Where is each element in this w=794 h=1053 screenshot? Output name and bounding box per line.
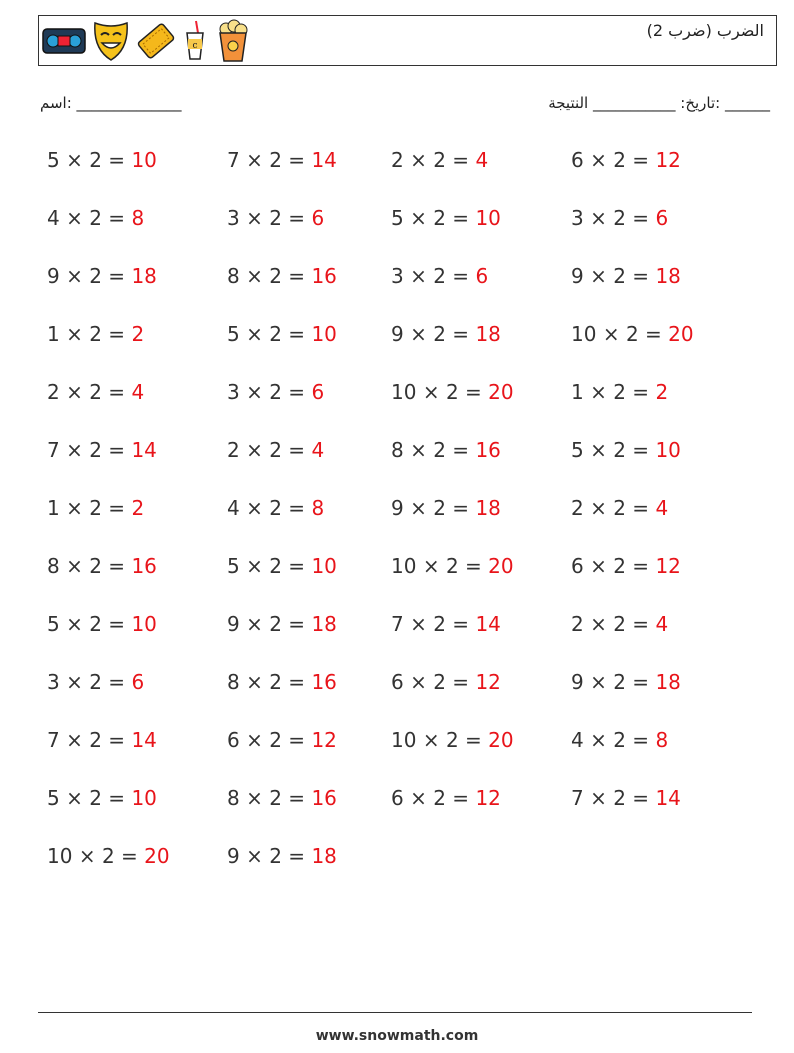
factor-a: 9 xyxy=(227,844,240,868)
times-sign: × xyxy=(590,612,607,636)
answer: 2 xyxy=(131,322,145,346)
factor-b: 2 xyxy=(269,206,282,230)
times-sign: × xyxy=(410,670,427,694)
times-sign: × xyxy=(66,438,83,462)
factor-a: 9 xyxy=(391,322,404,346)
footer-divider xyxy=(38,1012,752,1013)
times-sign: × xyxy=(66,322,83,346)
problem-item: 6 × 2 = 12 xyxy=(571,554,681,578)
factor-a: 1 xyxy=(571,380,584,404)
times-sign: × xyxy=(66,728,83,752)
problem-item: 9 × 2 = 18 xyxy=(391,322,501,346)
answer: 4 xyxy=(131,380,145,404)
problem-item: 4 × 2 = 8 xyxy=(47,206,145,230)
answer: 12 xyxy=(475,786,501,810)
times-sign: × xyxy=(246,670,263,694)
times-sign: × xyxy=(590,554,607,578)
problem-item: 4 × 2 = 8 xyxy=(571,728,669,752)
times-sign: × xyxy=(590,670,607,694)
factor-a: 4 xyxy=(47,206,60,230)
answer: 2 xyxy=(655,380,669,404)
problem-item: 1 × 2 = 2 xyxy=(47,322,145,346)
factor-a: 9 xyxy=(391,496,404,520)
factor-b: 2 xyxy=(433,670,446,694)
factor-a: 3 xyxy=(227,206,240,230)
answer: 4 xyxy=(475,148,489,172)
answer: 4 xyxy=(655,496,669,520)
factor-b: 2 xyxy=(269,670,282,694)
factor-b: 2 xyxy=(269,786,282,810)
factor-b: 2 xyxy=(433,496,446,520)
factor-a: 6 xyxy=(391,670,404,694)
answer: 18 xyxy=(655,264,681,288)
times-sign: × xyxy=(246,728,263,752)
answer: 12 xyxy=(311,728,337,752)
svg-text:c: c xyxy=(192,41,198,51)
factor-a: 9 xyxy=(227,612,240,636)
times-sign: × xyxy=(66,206,83,230)
answer: 10 xyxy=(311,554,337,578)
answer: 18 xyxy=(475,496,501,520)
times-sign: × xyxy=(66,496,83,520)
factor-b: 2 xyxy=(613,264,626,288)
factor-b: 2 xyxy=(89,322,102,346)
answer: 16 xyxy=(311,264,337,288)
times-sign: × xyxy=(246,844,263,868)
factor-a: 3 xyxy=(227,380,240,404)
factor-b: 2 xyxy=(269,612,282,636)
times-sign: × xyxy=(66,670,83,694)
times-sign: × xyxy=(410,438,427,462)
answer: 8 xyxy=(655,728,669,752)
times-sign: × xyxy=(246,148,263,172)
factor-a: 9 xyxy=(47,264,60,288)
problem-item: 8 × 2 = 16 xyxy=(227,786,337,810)
times-sign: × xyxy=(590,380,607,404)
factor-a: 9 xyxy=(571,264,584,288)
factor-a: 5 xyxy=(227,554,240,578)
factor-b: 2 xyxy=(433,148,446,172)
problem-item: 2 × 2 = 4 xyxy=(47,380,145,404)
factor-b: 2 xyxy=(613,728,626,752)
problem-item: 5 × 2 = 10 xyxy=(47,786,157,810)
factor-b: 2 xyxy=(89,670,102,694)
factor-b: 2 xyxy=(269,380,282,404)
times-sign: × xyxy=(246,438,263,462)
factor-b: 2 xyxy=(625,322,639,346)
problem-item: 6 × 2 = 12 xyxy=(391,786,501,810)
problem-item: 8 × 2 = 16 xyxy=(47,554,157,578)
problem-item: 2 × 2 = 4 xyxy=(227,438,325,462)
times-sign: × xyxy=(602,322,620,346)
answer: 20 xyxy=(668,322,694,346)
factor-b: 2 xyxy=(269,496,282,520)
times-sign: × xyxy=(590,786,607,810)
times-sign: × xyxy=(66,612,83,636)
times-sign: × xyxy=(590,496,607,520)
answer: 8 xyxy=(311,496,325,520)
factor-a: 7 xyxy=(227,148,240,172)
times-sign: × xyxy=(410,206,427,230)
factor-a: 5 xyxy=(47,786,60,810)
problem-item: 3 × 2 = 6 xyxy=(227,380,325,404)
problem-item: 9 × 2 = 18 xyxy=(571,264,681,288)
problem-item: 2 × 2 = 4 xyxy=(571,612,669,636)
answer: 18 xyxy=(311,612,337,636)
factor-a: 7 xyxy=(47,438,60,462)
footer-url: www.snowmath.com xyxy=(315,1028,479,1044)
factor-a: 2 xyxy=(391,148,404,172)
factor-a: 4 xyxy=(227,496,240,520)
times-sign: × xyxy=(78,844,96,868)
factor-b: 2 xyxy=(89,148,102,172)
problem-item: 9 × 2 = 18 xyxy=(571,670,681,694)
factor-a: 7 xyxy=(391,612,404,636)
problem-item: 10 × 2 = 20 xyxy=(391,380,514,404)
factor-b: 2 xyxy=(433,438,446,462)
answer: 4 xyxy=(655,612,669,636)
factor-a: 10 xyxy=(47,844,73,868)
answer: 12 xyxy=(655,148,681,172)
times-sign: × xyxy=(246,206,263,230)
times-sign: × xyxy=(422,380,440,404)
factor-a: 5 xyxy=(47,148,60,172)
times-sign: × xyxy=(590,438,607,462)
date-score-line: ______ :تاريخ: ___________ النتيجة xyxy=(548,94,770,112)
factor-b: 2 xyxy=(445,380,459,404)
factor-a: 8 xyxy=(391,438,404,462)
answer: 16 xyxy=(311,670,337,694)
answer: 10 xyxy=(475,206,501,230)
factor-a: 5 xyxy=(47,612,60,636)
factor-b: 2 xyxy=(89,264,102,288)
factor-a: 10 xyxy=(391,380,417,404)
factor-b: 2 xyxy=(89,496,102,520)
factor-b: 2 xyxy=(89,612,102,636)
answer: 8 xyxy=(131,206,145,230)
times-sign: × xyxy=(422,728,440,752)
factor-a: 2 xyxy=(571,612,584,636)
answer: 14 xyxy=(311,148,337,172)
factor-a: 8 xyxy=(227,786,240,810)
factor-b: 2 xyxy=(269,322,282,346)
times-sign: × xyxy=(410,148,427,172)
factor-a: 2 xyxy=(227,438,240,462)
factor-b: 2 xyxy=(269,554,282,578)
factor-a: 6 xyxy=(571,148,584,172)
factor-a: 9 xyxy=(571,670,584,694)
problem-item: 3 × 2 = 6 xyxy=(391,264,489,288)
factor-b: 2 xyxy=(433,612,446,636)
factor-a: 10 xyxy=(391,728,417,752)
times-sign: × xyxy=(66,148,83,172)
answer: 10 xyxy=(311,322,337,346)
worksheet-title: الضرب (ضرب 2) xyxy=(646,21,764,40)
problem-item: 7 × 2 = 14 xyxy=(571,786,681,810)
times-sign: × xyxy=(410,496,427,520)
factor-b: 2 xyxy=(613,670,626,694)
factor-a: 10 xyxy=(571,322,597,346)
times-sign: × xyxy=(590,206,607,230)
factor-b: 2 xyxy=(613,554,626,578)
factor-a: 3 xyxy=(47,670,60,694)
times-sign: × xyxy=(410,786,427,810)
answer: 2 xyxy=(131,496,145,520)
factor-b: 2 xyxy=(613,786,626,810)
times-sign: × xyxy=(410,612,427,636)
problem-item: 10 × 2 = 20 xyxy=(571,322,694,346)
factor-b: 2 xyxy=(89,206,102,230)
times-sign: × xyxy=(66,380,83,404)
problem-item: 1 × 2 = 2 xyxy=(47,496,145,520)
problem-item: 5 × 2 = 10 xyxy=(47,148,157,172)
factor-b: 2 xyxy=(269,728,282,752)
times-sign: × xyxy=(246,380,263,404)
factor-a: 3 xyxy=(571,206,584,230)
times-sign: × xyxy=(590,148,607,172)
times-sign: × xyxy=(246,264,263,288)
problem-item: 6 × 2 = 12 xyxy=(227,728,337,752)
factor-a: 2 xyxy=(47,380,60,404)
problem-item: 4 × 2 = 8 xyxy=(227,496,325,520)
factor-b: 2 xyxy=(101,844,115,868)
problem-item: 7 × 2 = 14 xyxy=(47,728,157,752)
times-sign: × xyxy=(246,612,263,636)
problem-item: 6 × 2 = 12 xyxy=(391,670,501,694)
answer: 6 xyxy=(655,206,669,230)
answer: 10 xyxy=(131,148,157,172)
factor-b: 2 xyxy=(269,264,282,288)
answer: 20 xyxy=(488,380,514,404)
answer: 10 xyxy=(655,438,681,462)
problem-item: 10 × 2 = 20 xyxy=(391,554,514,578)
factor-a: 1 xyxy=(47,322,60,346)
answer: 20 xyxy=(144,844,170,868)
times-sign: × xyxy=(66,554,83,578)
factor-b: 2 xyxy=(433,322,446,346)
factor-b: 2 xyxy=(613,206,626,230)
factor-b: 2 xyxy=(89,728,102,752)
problem-item: 5 × 2 = 10 xyxy=(227,554,337,578)
times-sign: × xyxy=(66,264,83,288)
factor-b: 2 xyxy=(445,728,459,752)
factor-b: 2 xyxy=(613,612,626,636)
times-sign: × xyxy=(422,554,440,578)
problem-item: 3 × 2 = 6 xyxy=(571,206,669,230)
problem-item: 2 × 2 = 4 xyxy=(391,148,489,172)
problem-item: 5 × 2 = 10 xyxy=(391,206,501,230)
problem-item: 10 × 2 = 20 xyxy=(391,728,514,752)
answer: 6 xyxy=(131,670,145,694)
answer: 12 xyxy=(475,670,501,694)
times-sign: × xyxy=(246,496,263,520)
answer: 14 xyxy=(475,612,501,636)
answer: 14 xyxy=(655,786,681,810)
factor-b: 2 xyxy=(89,554,102,578)
problem-item: 9 × 2 = 18 xyxy=(391,496,501,520)
factor-b: 2 xyxy=(433,786,446,810)
answer: 14 xyxy=(131,438,157,462)
times-sign: × xyxy=(410,264,427,288)
problem-item: 8 × 2 = 16 xyxy=(227,264,337,288)
answer: 18 xyxy=(311,844,337,868)
times-sign: × xyxy=(246,322,263,346)
answer: 18 xyxy=(131,264,157,288)
answer: 4 xyxy=(311,438,325,462)
problem-item: 10 × 2 = 20 xyxy=(47,844,170,868)
factor-b: 2 xyxy=(613,438,626,462)
factor-a: 6 xyxy=(391,786,404,810)
factor-a: 3 xyxy=(391,264,404,288)
answer: 6 xyxy=(311,380,325,404)
problem-item: 3 × 2 = 6 xyxy=(227,206,325,230)
problem-item: 3 × 2 = 6 xyxy=(47,670,145,694)
factor-a: 5 xyxy=(227,322,240,346)
problem-item: 2 × 2 = 4 xyxy=(571,496,669,520)
problem-item: 5 × 2 = 10 xyxy=(571,438,681,462)
answer: 16 xyxy=(131,554,157,578)
factor-b: 2 xyxy=(613,148,626,172)
problem-item: 9 × 2 = 18 xyxy=(47,264,157,288)
name-line: ______________ :اسم xyxy=(40,94,182,112)
factor-a: 2 xyxy=(571,496,584,520)
factor-a: 7 xyxy=(571,786,584,810)
factor-b: 2 xyxy=(269,438,282,462)
answer: 18 xyxy=(655,670,681,694)
factor-b: 2 xyxy=(613,496,626,520)
answer: 14 xyxy=(131,728,157,752)
answer: 16 xyxy=(475,438,501,462)
factor-a: 8 xyxy=(227,264,240,288)
answer: 20 xyxy=(488,728,514,752)
answer: 12 xyxy=(655,554,681,578)
factor-b: 2 xyxy=(433,206,446,230)
times-sign: × xyxy=(246,786,263,810)
factor-b: 2 xyxy=(269,148,282,172)
factor-a: 6 xyxy=(571,554,584,578)
factor-b: 2 xyxy=(89,380,102,404)
times-sign: × xyxy=(246,554,263,578)
factor-a: 8 xyxy=(227,670,240,694)
factor-b: 2 xyxy=(613,380,626,404)
problem-item: 1 × 2 = 2 xyxy=(571,380,669,404)
times-sign: × xyxy=(590,264,607,288)
times-sign: × xyxy=(590,728,607,752)
problem-item: 6 × 2 = 12 xyxy=(571,148,681,172)
factor-b: 2 xyxy=(269,844,282,868)
factor-a: 1 xyxy=(47,496,60,520)
factor-a: 4 xyxy=(571,728,584,752)
problem-item: 8 × 2 = 16 xyxy=(227,670,337,694)
problem-item: 7 × 2 = 14 xyxy=(47,438,157,462)
answer: 6 xyxy=(475,264,489,288)
answer: 6 xyxy=(311,206,325,230)
times-sign: × xyxy=(66,786,83,810)
problem-item: 5 × 2 = 10 xyxy=(227,322,337,346)
answer: 10 xyxy=(131,612,157,636)
factor-a: 5 xyxy=(571,438,584,462)
times-sign: × xyxy=(410,322,427,346)
answer: 10 xyxy=(131,786,157,810)
problem-item: 5 × 2 = 10 xyxy=(47,612,157,636)
problem-item: 8 × 2 = 16 xyxy=(391,438,501,462)
problem-item: 7 × 2 = 14 xyxy=(227,148,337,172)
answer: 20 xyxy=(488,554,514,578)
factor-a: 7 xyxy=(47,728,60,752)
factor-b: 2 xyxy=(433,264,446,288)
factor-a: 5 xyxy=(391,206,404,230)
factor-b: 2 xyxy=(89,438,102,462)
factor-a: 8 xyxy=(47,554,60,578)
factor-b: 2 xyxy=(445,554,459,578)
problem-item: 9 × 2 = 18 xyxy=(227,844,337,868)
factor-a: 6 xyxy=(227,728,240,752)
factor-b: 2 xyxy=(89,786,102,810)
answer: 18 xyxy=(475,322,501,346)
factor-a: 10 xyxy=(391,554,417,578)
problem-item: 9 × 2 = 18 xyxy=(227,612,337,636)
problem-item: 7 × 2 = 14 xyxy=(391,612,501,636)
answer: 16 xyxy=(311,786,337,810)
